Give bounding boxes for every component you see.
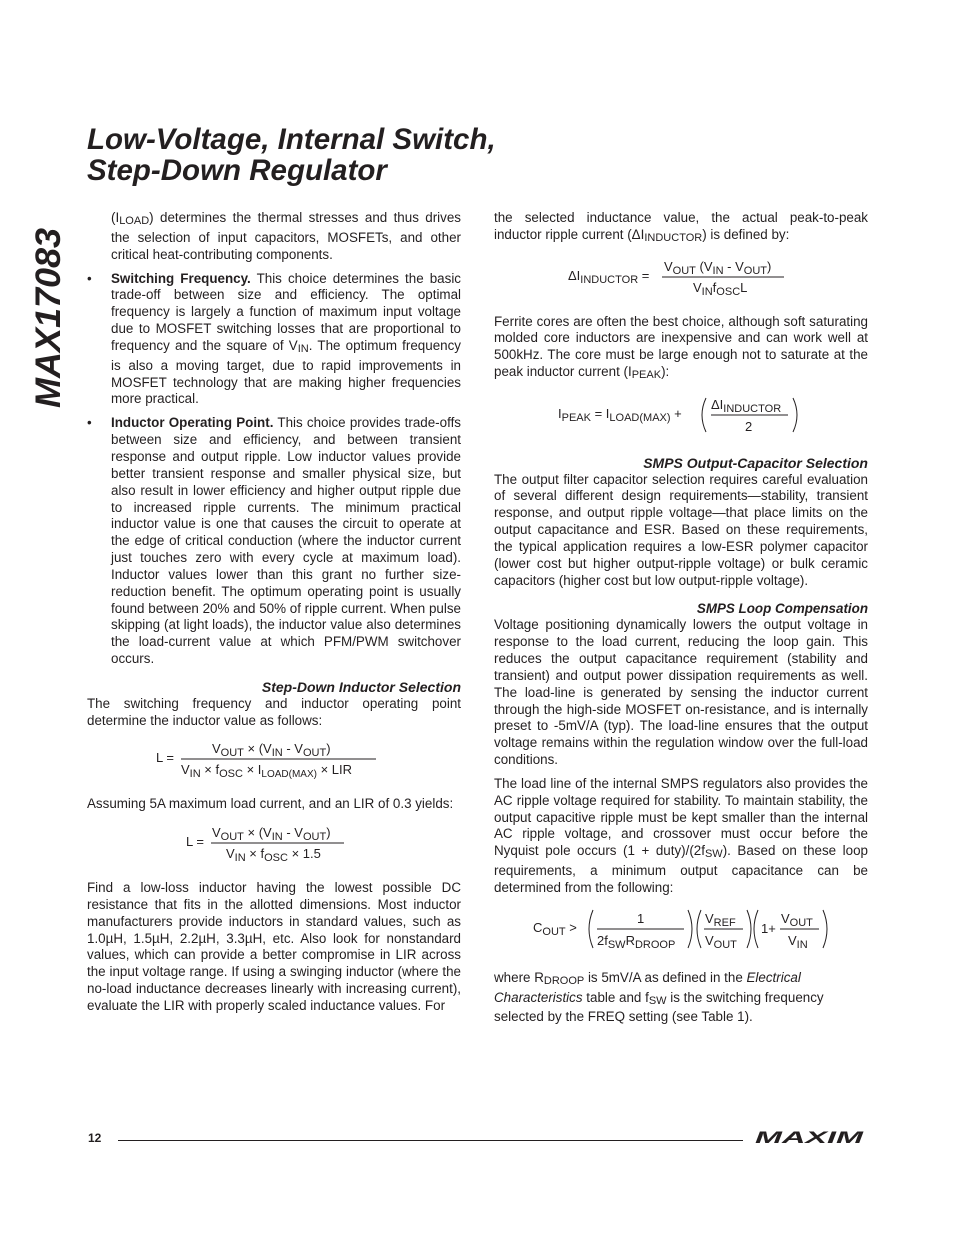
section-heading-loop-compensation: SMPS Loop Compensation	[696, 600, 868, 616]
left-column	[87, 210, 461, 1022]
svg-text:VOUT × (VIN - VOUT): $V_{OUT} \times (V_{IN} - V_{OUT})$	[212, 741, 331, 760]
svg-text:1: 1	[637, 910, 645, 926]
page-title	[87, 124, 787, 186]
svg-text:VREF: $V_{REF}$	[705, 910, 736, 929]
svg-text:ΔIINDUCTOR: $\Delta I_{INDUCTOR}$	[711, 396, 782, 415]
paragraph-inductor-intro: The switching frequency and inductor operating point determine the inductor value as follows:	[87, 695, 461, 728]
svg-text:COUT >: $C_{OUT}$ >	[533, 919, 577, 938]
paragraph-ferrite-cores: Ferrite cores are often the best choice, although soft saturating molded core inductors are inexpensive and can work well at 500kHz. The core must be large enough not to saturate at the peak inductor current $(I_{PEAK})$:	[494, 313, 868, 382]
svg-text:VINfOSCL: $V_{IN}f_{OSC}L$	[693, 279, 748, 297]
svg-text:VOUT × (VIN - VOUT): $V_{OUT} \times (V_{IN} - V_{OUT})$	[212, 825, 331, 844]
svg-text:ΔIINDUCTOR =: $\Delta I_{INDUCTOR}$ =	[568, 267, 650, 286]
svg-text:2: 2	[745, 418, 753, 434]
bullet-inductor-operating-point: • Inductor Operating Point. This choice provides trade-offs between size and efficiency, and between transient response and output ripple. Low inductor values provide better transient response and smaller physical size, but also result in lower efficiency and higher output ripple due to increased ripple currents. The minimum practical inductor value is one that causes the circuit to operate at the edge of critical conduction (where the inductor current just touches zero with every cycle at maximum load). Inductor values lower than this grant no further size-reduction benefit. The optimum operating point is usually found between 20% and 50% of ripple current. When pulse skipping (at light loads), the inductor value also determines the load-current value at which PFM/PWM switchover occurs.	[87, 415, 461, 667]
svg-text:VIN: $V_{IN}$	[788, 932, 808, 951]
equation-min-capacitance	[494, 905, 868, 958]
svg-text:VOUT (VIN - VOUT): $V_{OUT}$ $(V_{IN} - V_{OUT})$	[664, 258, 772, 277]
bullet-switching-frequency: • Switching Frequency. This choice determines the basic trade-off between size and efficiency. The optimal frequency is largely a function of maximum input voltage due to MOSFET switching losses that are proportional to frequency and the square of $V_{IN}$. The optimum frequency is also a moving target, due to rapid improvements in MOSFET technology that are making higher frequencies more practical.	[87, 270, 461, 407]
paragraph-low-loss-inductor: Find a low-loss inductor having the lowest possible DC resistance that fits in the allotted dimensions. Most inductor manufacturers provide inductors in standard values, such as 1.0µH, 1.5µH, 2.2µH, 3.3µH, etc. Also look for nonstandard values, which can provide a better compromise in LIR across the input voltage range. If using a swinging inductor (where the no-load inductance decreases linearly with increasing current), evaluate the LIR with properly scaled inductance values. For	[87, 880, 461, 1013]
svg-text:VOUT: $V_{OUT}$	[705, 932, 737, 951]
paragraph-voltage-positioning: Voltage positioning dynamically lowers the output voltage in response to the load current, reducing the loop gain. This reduces the output capacitance requirement (stability and transient) and output power dissipation requirements as well. The load-line is generated by sensing the inductor current through the high-side MOSFET on-resistance, and is internally preset to -5mV/A (typ). The load-line ensures that the output voltage remains within the regulation window over the full-load conditions.	[494, 617, 868, 768]
equation-ripple-current	[494, 255, 868, 302]
svg-text:L =: L =	[186, 834, 204, 850]
title-line-2: Step-Down Regulator	[87, 154, 387, 187]
bullet-title: Switching Frequency.	[111, 270, 251, 286]
svg-text:VIN × fOSC × ILOAD(MAX) × LIR: $V_{IN} \times f_{OSC} \times I_{LOAD(MAX)}$ × LIR	[181, 762, 352, 780]
right-column	[494, 210, 868, 1033]
paragraph-load-line: The load line of the internal SMPS regulators also provides the AC ripple voltage required for stability. To maintain stability, the output capacitive ripple must be kept smaller than the internal AC ripple voltage, and crossover must occur before the Nyquist pole occurs $(1 + duty)/(2f_{SW})$. Based on these loop requirements, a minimum output capacitance can be determined from the following:	[494, 775, 868, 895]
paragraph-droop-definition: where $R_{DROOP}$ is 5mV/A as defined in the Electrical Characteristics table and $f_{SW}$ is the switching frequency selected by the FREQ setting (see Table 1).	[494, 969, 824, 1025]
equation-inductor-general	[87, 737, 461, 784]
section-heading-inductor: Step-Down Inductor Selection	[261, 678, 461, 695]
svg-text:2fSWRDROOP: $2f_{SW}R_{DROOP}$	[597, 932, 676, 951]
svg-text:L =: L =	[156, 750, 174, 766]
maxim-logo-text: MAXIM	[755, 1129, 865, 1145]
paragraph-output-capacitor: The output filter capacitor selection requires careful evaluation of several different design requirements—stability, transient response, and output ripple voltage—that place limits on the output capacitance and ESR. Based on these requirements, the typical application requires a low-ESR polymer capacitor (lower cost but higher output-ripple voltage) or bulk ceramic capacitors (higher cost but low output-ripple voltage).	[494, 471, 868, 588]
title-line-1: Low-Voltage, Internal Switch,	[87, 123, 496, 156]
bullet-dot: •	[87, 415, 92, 431]
maxim-logo	[755, 1129, 865, 1145]
svg-text:1+: 1+	[761, 920, 776, 936]
side-part-number-text: MAX17083	[29, 232, 68, 408]
svg-text:VIN × fOSC × 1.5: $V_{IN} \times f_{OSC} \times 1.5$	[226, 846, 321, 864]
bullet-title: Inductor Operating Point.	[111, 415, 274, 431]
paragraph-assumption: Assuming 5A maximum load current, and an LIR of 0.3 yields:	[87, 796, 454, 812]
side-part-number	[0, 225, 78, 415]
section-heading-output-capacitor: SMPS Output-Capacitor Selection	[643, 454, 868, 471]
left-continued-paragraph: $(I_{LOAD})$ determines the thermal stresses and thus drives the selection of input capacitors, MOSFETs, and other critical heat-contributing components.	[111, 210, 461, 262]
equation-peak-current	[494, 392, 868, 443]
svg-text:IPEAK = ILOAD(MAX) +: $I_{PEAK} = I_{LOAD(MAX)}$ +	[558, 405, 682, 424]
equation-inductor-example	[87, 821, 461, 868]
svg-text:VOUT: $V_{OUT}$	[781, 910, 813, 929]
page-number: 12	[88, 1131, 102, 1145]
right-continued-paragraph: the selected inductance value, the actual peak-to-peak inductor ripple current $(\Delta I_{INDUCTOR})$ is defined by:	[494, 210, 868, 244]
footer-rule	[118, 1140, 743, 1141]
bullet-dot: •	[87, 270, 92, 286]
